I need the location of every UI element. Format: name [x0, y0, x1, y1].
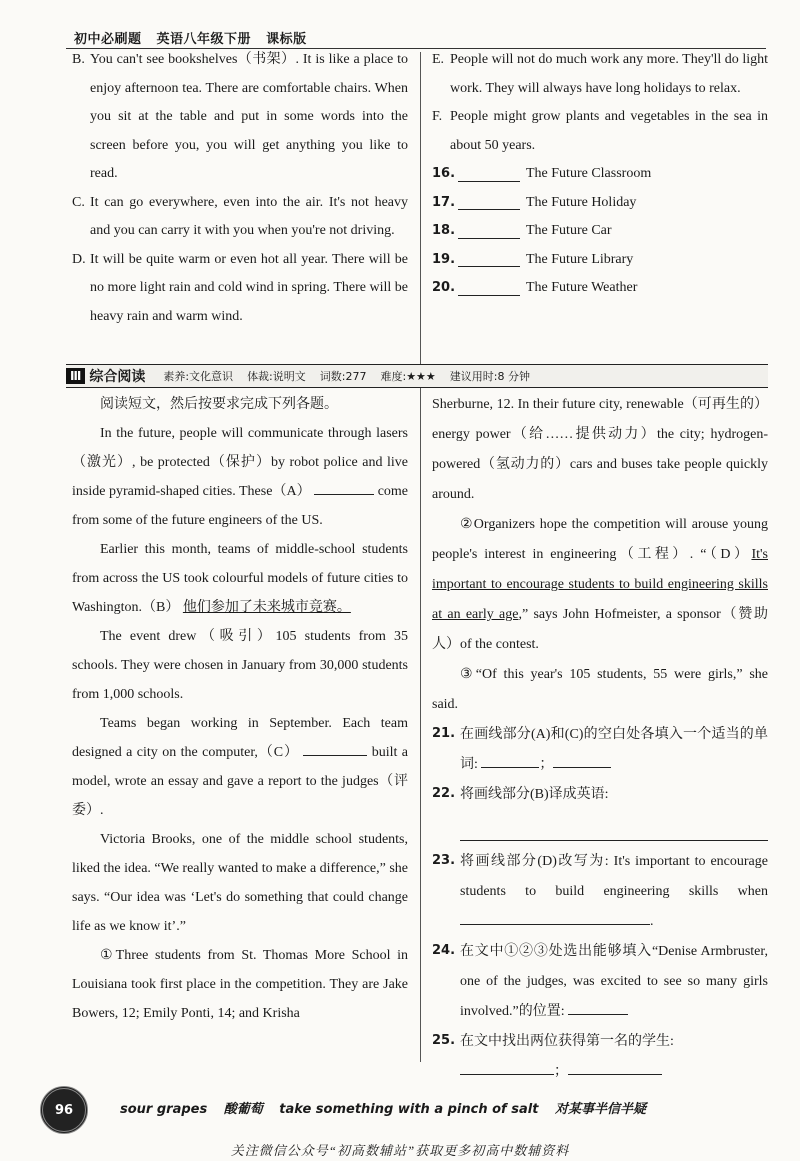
answer-row: ；	[460, 1057, 768, 1087]
option-c: C. It can go everywhere, even into the air. It's not heavy and you can carry it with you when you're not driving.	[72, 194, 408, 238]
answer-blank[interactable]	[460, 910, 650, 925]
passage-right	[432, 390, 768, 1087]
idiom-footer	[120, 1098, 658, 1117]
page-number: 96	[54, 1102, 74, 1118]
section-number: Ⅲ	[66, 368, 85, 384]
idiom-2: take something with a pinch of salt	[279, 1102, 539, 1117]
literacy-tag: 素养:文化意识	[163, 370, 234, 383]
answer-blank[interactable]	[458, 281, 520, 296]
passage-left	[72, 390, 408, 1028]
idiom-1-cn: 酸葡萄	[223, 1102, 263, 1117]
instruction: 阅读短文，然后按要求完成下列各题。	[100, 397, 338, 412]
matching-item: 20. The Future Weather	[432, 280, 638, 295]
question-23: 23. 将画线部分(D)改写为: It's important to encourage students to build engineering skills when .	[432, 853, 768, 929]
column-divider	[420, 52, 421, 1062]
answer-blank[interactable]	[458, 195, 520, 210]
options-right	[432, 46, 768, 303]
edition-name: 课标版	[266, 32, 307, 47]
option-d: D. It will be quite warm or even hot all year. There will be no more light rain and cold wind in spring. There will be heavy rain and warm wind.	[72, 251, 408, 324]
question-25: 25. 在文中找出两位获得第一名的学生:	[432, 1033, 674, 1049]
bottom-notice: 关注微信公众号“初高数辅站”获取更多初高中数辅资料	[230, 1143, 570, 1158]
underlined-d: It's important to encourage students to build engineering skills at an early age	[432, 547, 768, 622]
option-e: E. People will not do much work any more. They'll do light work. They will always have long holidays to relax.	[432, 52, 768, 96]
answer-blank[interactable]	[458, 252, 520, 267]
answer-blank[interactable]	[458, 167, 520, 182]
matching-list	[432, 160, 768, 303]
section-title: 综合阅读	[89, 369, 146, 385]
answer-blank[interactable]	[481, 753, 539, 768]
answer-blank[interactable]	[458, 224, 520, 239]
answer-blank[interactable]	[460, 1060, 554, 1075]
answer-line[interactable]	[460, 810, 768, 841]
paragraph: ①Three students from St. Thomas More School in Louisiana took first place in the competition. They are Jake Bowers, 12; Emily Ponti, 14; and Krisha	[72, 948, 408, 1021]
blank-c[interactable]	[303, 741, 367, 756]
page-header	[74, 28, 317, 47]
matching-item: 18. The Future Car	[432, 223, 612, 238]
answer-blank[interactable]	[568, 1060, 662, 1075]
matching-item: 17. The Future Holiday	[432, 194, 637, 210]
idiom-1: sour grapes	[120, 1102, 208, 1117]
paragraph: Victoria Brooks, one of the middle school students, liked the idea. “We really wanted to make a difference,” she says. “Our idea was ‘Let's do something that could change life as we know it’.”	[72, 832, 409, 934]
answer-blank[interactable]	[568, 1000, 628, 1015]
genre-tag: 体裁:说明文	[247, 370, 306, 383]
options-left	[72, 46, 408, 331]
difficulty-rating: 难度:★★★	[380, 370, 436, 383]
section-bar	[66, 364, 768, 388]
word-count: 词数:277	[319, 370, 367, 383]
answer-blank[interactable]	[553, 753, 611, 768]
matching-item: 19. The Future Library	[432, 251, 634, 267]
question-24: 24. 在文中①②③处选出能够填入“Denise Armbruster, one of the judges, was excited to see so many girls involved.”的位置:	[432, 943, 768, 1019]
paragraph: ②Organizers hope the competition will arouse young people's interest in engineering（工程）. “（D）It's important to encourage students to build engineering skills at an early age,” says John Hofmeister, a sponsor（赞助人）of the contest.	[432, 517, 768, 652]
question-22: 22. 将画线部分(B)译成英语:	[432, 786, 609, 802]
paragraph: The event drew（吸引）105 students from 35 schools. They were chosen in January from 30,000 students from 1,000 schools.	[72, 629, 408, 702]
paragraph: Sherburne, 12. In their future city, renewable（可再生的）energy power（给……提供动力）the city; hydrogen-powered（氢动力的）cars and buses take people quickly around.	[432, 397, 768, 502]
question-21: 21. 在画线部分(A)和(C)的空白处各填入一个适当的单词: ；	[432, 726, 768, 772]
paragraph: ③“Of this year's 105 students, 55 were girls,” she said.	[432, 667, 768, 712]
suggested-time: 建议用时:8 分钟	[449, 370, 530, 383]
paragraph: Teams began working in September. Each team designed a city on the computer,（C） built a model, wrote an essay and gave a report to the judges（评委）.	[72, 716, 408, 818]
option-f: F. People might grow plants and vegetables in the sea in about 50 years.	[432, 109, 768, 153]
paragraph: In the future, people will communicate through lasers（激光）, be protected（保护）by robot police and live inside pyramid-shaped cities. These（A） come from some of the future engineers of the US.	[72, 426, 409, 528]
matching-item: 16. The Future Classroom	[432, 166, 652, 181]
idiom-2-cn: 对某事半信半疑	[554, 1102, 646, 1117]
paragraph: Earlier this month, teams of middle-school students from across the US took colourful models of future cities to Washington.（B） 他们参加了未来城市竞赛。	[72, 542, 408, 615]
option-b: B. You can't see bookshelves（书架）. It is like a place to enjoy afternoon tea. There are comfortable chairs. When you sit at the table and put in some words into the screen before you, you will get anything you like to read.	[72, 52, 408, 181]
series-name: 初中必刷题	[74, 32, 142, 47]
underlined-b: 他们参加了未来城市竞赛。	[182, 600, 351, 615]
page-number-badge	[40, 1086, 88, 1134]
blank-a[interactable]	[314, 480, 374, 495]
subject-name: 英语八年级下册	[156, 32, 252, 47]
